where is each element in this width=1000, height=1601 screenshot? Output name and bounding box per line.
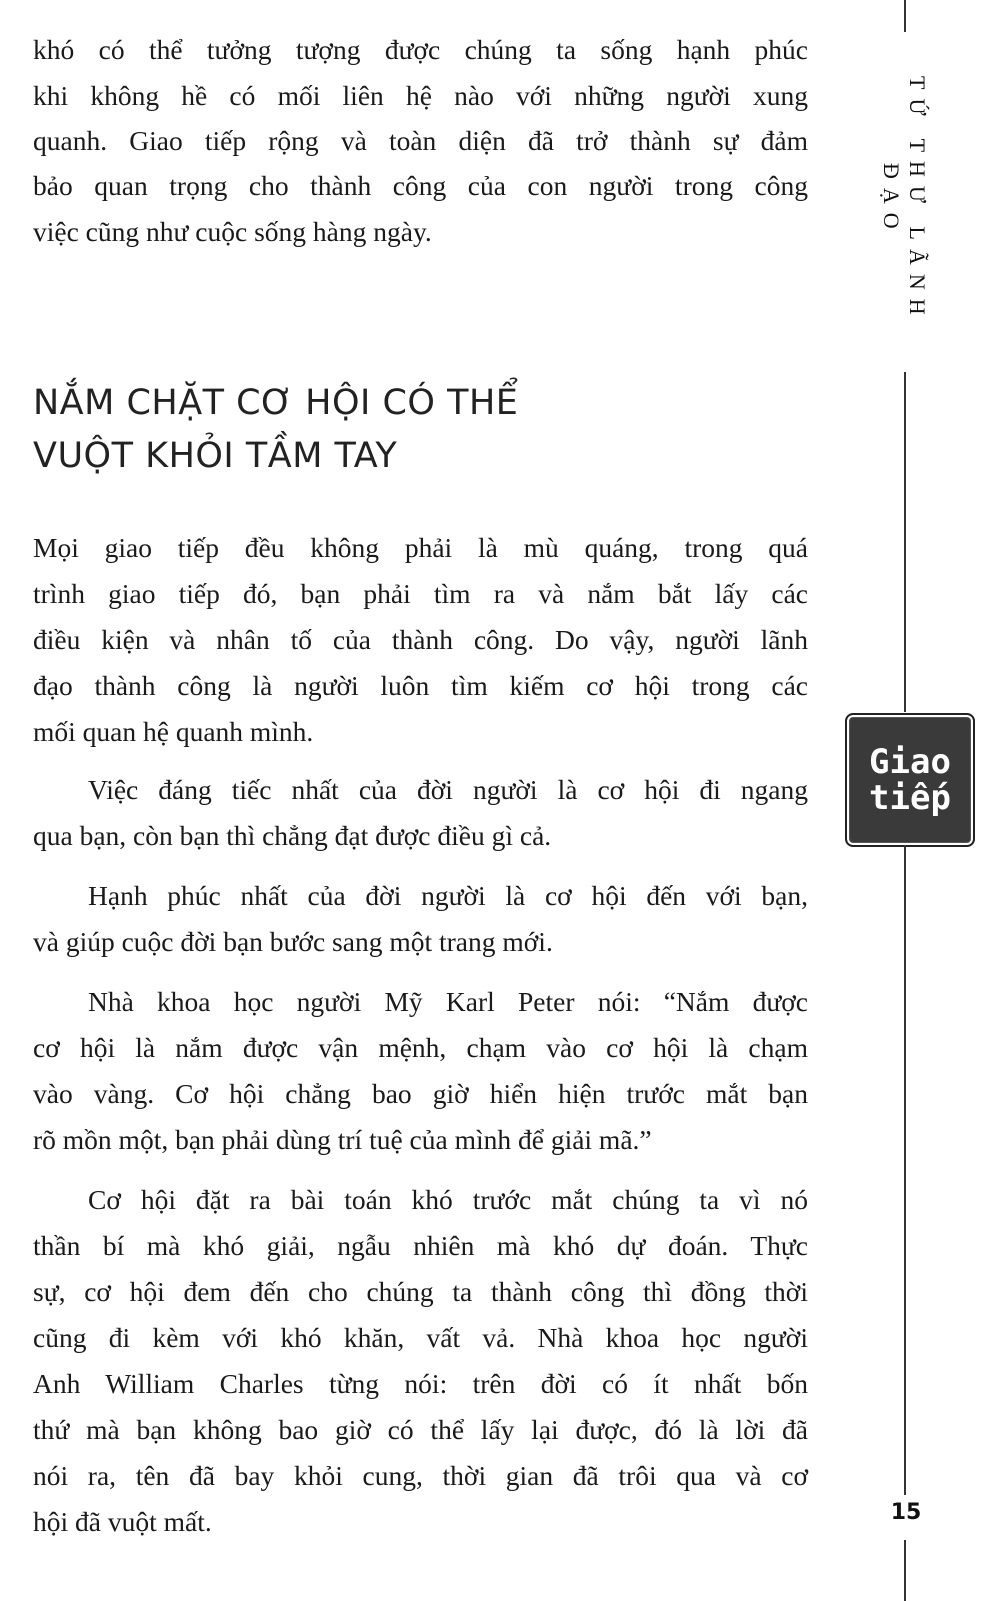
text-line: thần bí mà khó giải, ngẫu nhiên mà khó dự đoán. Thực: [33, 1230, 808, 1261]
text-line: vào vàng. Cơ hội chẳng bao giờ hiển hiện trước mắt bạn: [33, 1078, 808, 1109]
heading-line: NẮM CHẶT CƠ HỘI CÓ THỂ: [33, 383, 519, 423]
text-line: khó có thể tưởng tượng được chúng ta sống hạnh phúc: [33, 34, 808, 65]
chapter-badge-line1: Giao: [869, 742, 951, 782]
text-line: quanh. Giao tiếp rộng và toàn diện đã trở thành sự đảm: [33, 125, 808, 156]
margin-rule: [904, 372, 906, 712]
text-line: bảo quan trọng cho thành công của con người trong công: [33, 170, 808, 201]
text-line: Cơ hội đặt ra bài toán khó trước mắt chúng ta vì nó: [88, 1184, 808, 1215]
heading-line: VUỘT KHỎI TẦM TAY: [33, 436, 398, 476]
text-line: Hạnh phúc nhất của đời người là cơ hội đến với bạn,: [88, 880, 808, 911]
text-line: thứ mà bạn không bao giờ có thể lấy lại được, đó là lời đã: [33, 1414, 808, 1445]
text-line: nói ra, tên đã bay khỏi cung, thời gian đã trôi qua và cơ: [33, 1460, 808, 1491]
text-line: Nhà khoa học người Mỹ Karl Peter nói: “Nắm được: [88, 986, 808, 1017]
text-line: điều kiện và nhân tố của thành công. Do vậy, người lãnh: [33, 624, 808, 655]
running-header: TỨ THƯ LÃNH ĐẠO: [879, 76, 930, 324]
text-line: rõ mồn một, bạn phải dùng trí tuệ của mình để giải mã.”: [33, 1124, 652, 1155]
page-number: 15: [890, 1500, 922, 1525]
text-line: cơ hội là nắm được vận mệnh, chạm vào cơ hội là chạm: [33, 1032, 808, 1063]
margin-rule: [904, 0, 906, 32]
text-line: và giúp cuộc đời bạn bước sang một trang mới.: [33, 926, 553, 957]
text-line: đạo thành công là người luôn tìm kiếm cơ hội trong các: [33, 670, 808, 701]
chapter-badge: [845, 713, 975, 847]
text-line: Mọi giao tiếp đều không phải là mù quáng, trong quá: [33, 532, 808, 563]
text-line: việc cũng như cuộc sống hàng ngày.: [33, 216, 432, 247]
margin-rule: [904, 845, 906, 1495]
text-line: Việc đáng tiếc nhất của đời người là cơ hội đi ngang: [88, 774, 808, 805]
chapter-badge-line2: tiếp: [869, 778, 951, 818]
text-line: cũng đi kèm với khó khăn, vất vả. Nhà khoa học người: [33, 1322, 808, 1353]
text-line: sự, cơ hội đem đến cho chúng ta thành công thì đồng thời: [33, 1276, 808, 1307]
text-line: hội đã vuột mất.: [33, 1506, 212, 1537]
text-line: khi không hề có mối liên hệ nào với những người xung: [33, 80, 808, 111]
text-line: qua bạn, còn bạn thì chẳng đạt được điều gì cả.: [33, 820, 552, 851]
text-line: mối quan hệ quanh mình.: [33, 716, 314, 747]
text-line: trình giao tiếp đó, bạn phải tìm ra và nắm bắt lấy các: [33, 578, 808, 609]
margin-rule: [904, 1540, 906, 1601]
text-line: Anh William Charles từng nói: trên đời có ít nhất bốn: [33, 1368, 808, 1399]
